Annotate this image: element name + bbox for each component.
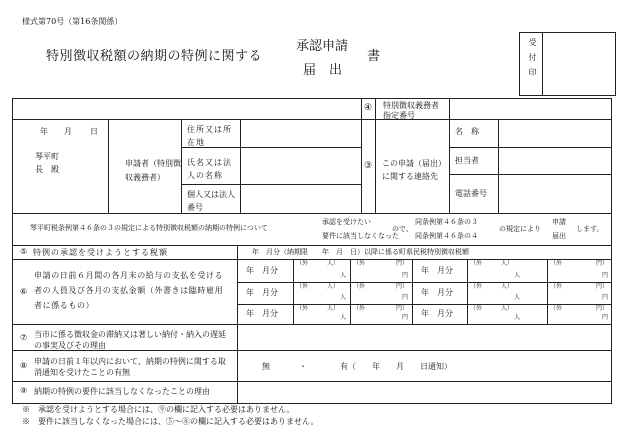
item6-person-unit: 人 [514,314,521,321]
item6-yen-outside: （外 [550,283,563,290]
contact-name-field[interactable] [499,120,611,147]
applicant-label: 申請者（特別徴収義務者） [125,159,181,182]
item6-label: 申請の日前６月間の各月末の給与の支払を受ける者の人員及び各月の支払金額（外書きは臨時雇用者に係るもの） [34,271,224,310]
item6-person-unit: 人 [514,294,521,301]
item6-yen-unit: 円 [402,272,409,279]
personal-number-label: 個人又は法人番号 [187,190,235,212]
item6-person-unit-outside: 人） [501,260,514,267]
form-title: 特別徴収税額の納期の特例に関する [46,49,263,64]
item6-person-unit-outside: 人） [327,283,340,290]
statement-article-b: 同条例第４６条の４ [415,232,478,240]
item7-field[interactable] [238,325,611,350]
item6-yen-unit-outside: 円） [396,283,409,290]
contact-phone-field[interactable] [499,175,611,213]
item6-person-outside: （外 [470,305,483,312]
addressee-town: 琴平町 [35,152,59,161]
item6-person-unit: 人 [340,314,347,321]
title-suffix: 書 [367,49,381,64]
item6-person-outside: （外 [470,260,483,267]
item6-person-unit: 人 [340,294,347,301]
name-field[interactable] [241,148,361,184]
contact-name-label: 名 称 [455,127,479,136]
item6-yen-outside: （外 [550,260,563,267]
item8-separator: ・ [299,362,307,371]
title-option-notify: 届 出 [303,63,343,78]
item6-month-label: 年 月分 [246,288,278,297]
statement-end: します。 [576,225,604,233]
item6-month-label: 年 月分 [246,309,278,318]
item6-person-outside: （外 [296,283,309,290]
item6-yen-unit: 円 [602,314,609,321]
contact-person-label: 担当者 [455,156,479,165]
form-id: 様式第70号（第16条関係） [22,17,123,26]
item6-yen-unit-outside: 円） [596,260,609,267]
contact-person-field[interactable] [499,148,611,174]
item6-month-label: 年 月分 [421,288,453,297]
item6-month-label: 年 月分 [246,265,278,275]
item6-yen-unit-outside: 円） [396,260,409,267]
title-option-apply: 承認申請 [296,39,349,54]
statement-kind-notify: 届出 [552,232,566,240]
date-day: 日 [90,127,98,136]
statement-option-approve: 承認を受けたい [322,218,371,226]
item6-month-label: 年 月分 [421,265,453,275]
item6-yen-unit-outside: 円） [596,305,609,312]
item6-person-unit-outside: 人） [327,260,340,267]
item3-number: ③ [364,161,373,171]
item6-yen-unit-outside: 円） [596,283,609,290]
item6-person-outside: （外 [296,305,309,312]
item8-number: ⑧ [20,361,28,370]
item6-person-unit-outside: 人） [501,283,514,290]
statement-article-a: 同条例第４６条の３ [415,218,478,226]
item5-value: 年 月分（納期限 年 月 日）以降に係る町県民税特別徴収税額 [252,248,469,256]
date-year: 年 [40,127,48,136]
item8-label: 申請の日前１年以内において、納期の特例に関する取消通知を受けたことの有無 [34,357,226,377]
statement-rule: の規定により [499,225,541,233]
item3-label: この申請（届出）に関する連絡先 [382,159,446,181]
item5-label: 特例の承認を受けようとする税額 [33,248,168,257]
date-month: 月 [64,127,72,136]
item5-number: ⑤ [20,247,28,256]
item6-yen-unit-outside: 円） [396,305,409,312]
item6-person-unit: 人 [340,272,347,279]
item6-yen-outside: （外 [353,305,366,312]
note-2: ※ 要件に該当しなくなった場合には、⑤～⑧の欄に記入する必要はありません。 [22,417,319,426]
name-label: 氏名又は法人の名称 [187,158,232,180]
address-field[interactable] [241,120,361,147]
item6-month-label: 年 月分 [421,309,453,318]
statement-text: 琴平町税条例第４６条の３の規定による特別徴収税額の納期の特例について [30,224,268,232]
item6-yen-unit: 円 [402,294,409,301]
item6-person-unit-outside: 人） [501,305,514,312]
item9-field[interactable] [238,382,611,403]
item6-yen-unit: 円 [602,294,609,301]
addressee-mayor: 長 殿 [35,165,59,174]
statement-option-invalid: 要件に該当しなくなった [322,232,399,240]
contact-phone-label: 電話番号 [455,189,487,198]
statement-mid: ので、 [392,225,413,233]
receipt-stamp-label: 受付印 [528,38,537,83]
item6-yen-outside: （外 [353,260,366,267]
item7-label: 当市に係る徴収金の滞納又は著しい納付・納入の遅延の事実及びその理由 [34,330,226,350]
statement-kind-apply: 申請 [552,218,566,226]
item4-number: ④ [364,103,373,113]
personal-number-field[interactable] [241,185,361,213]
item6-yen-outside: （外 [550,305,563,312]
item4-label: 特別徴収義務者指定番号 [383,101,439,120]
item7-number: ⑦ [20,333,28,342]
item6-yen-unit: 円 [402,314,409,321]
item9-number: ⑨ [20,386,28,395]
item6-person-outside: （外 [296,260,309,267]
item6-person-outside: （外 [470,283,483,290]
item6-person-unit: 人 [514,272,521,279]
item9-label: 納期の特例の要件に該当しなくなったことの理由 [34,387,210,396]
item6-person-unit-outside: 人） [327,305,340,312]
item6-yen-outside: （外 [353,283,366,290]
item8-option-none[interactable]: 無 [262,362,270,371]
address-label: 住所又は所在地 [187,125,232,147]
item8-option-yes[interactable]: 有（ 年 月 日通知） [340,362,452,371]
note-1: ※ 承認を受けようとする場合には、⑨の欄に記入する必要はありません。 [22,405,295,414]
item6-number: ⑥ [20,287,28,296]
item6-yen-unit: 円 [602,272,609,279]
